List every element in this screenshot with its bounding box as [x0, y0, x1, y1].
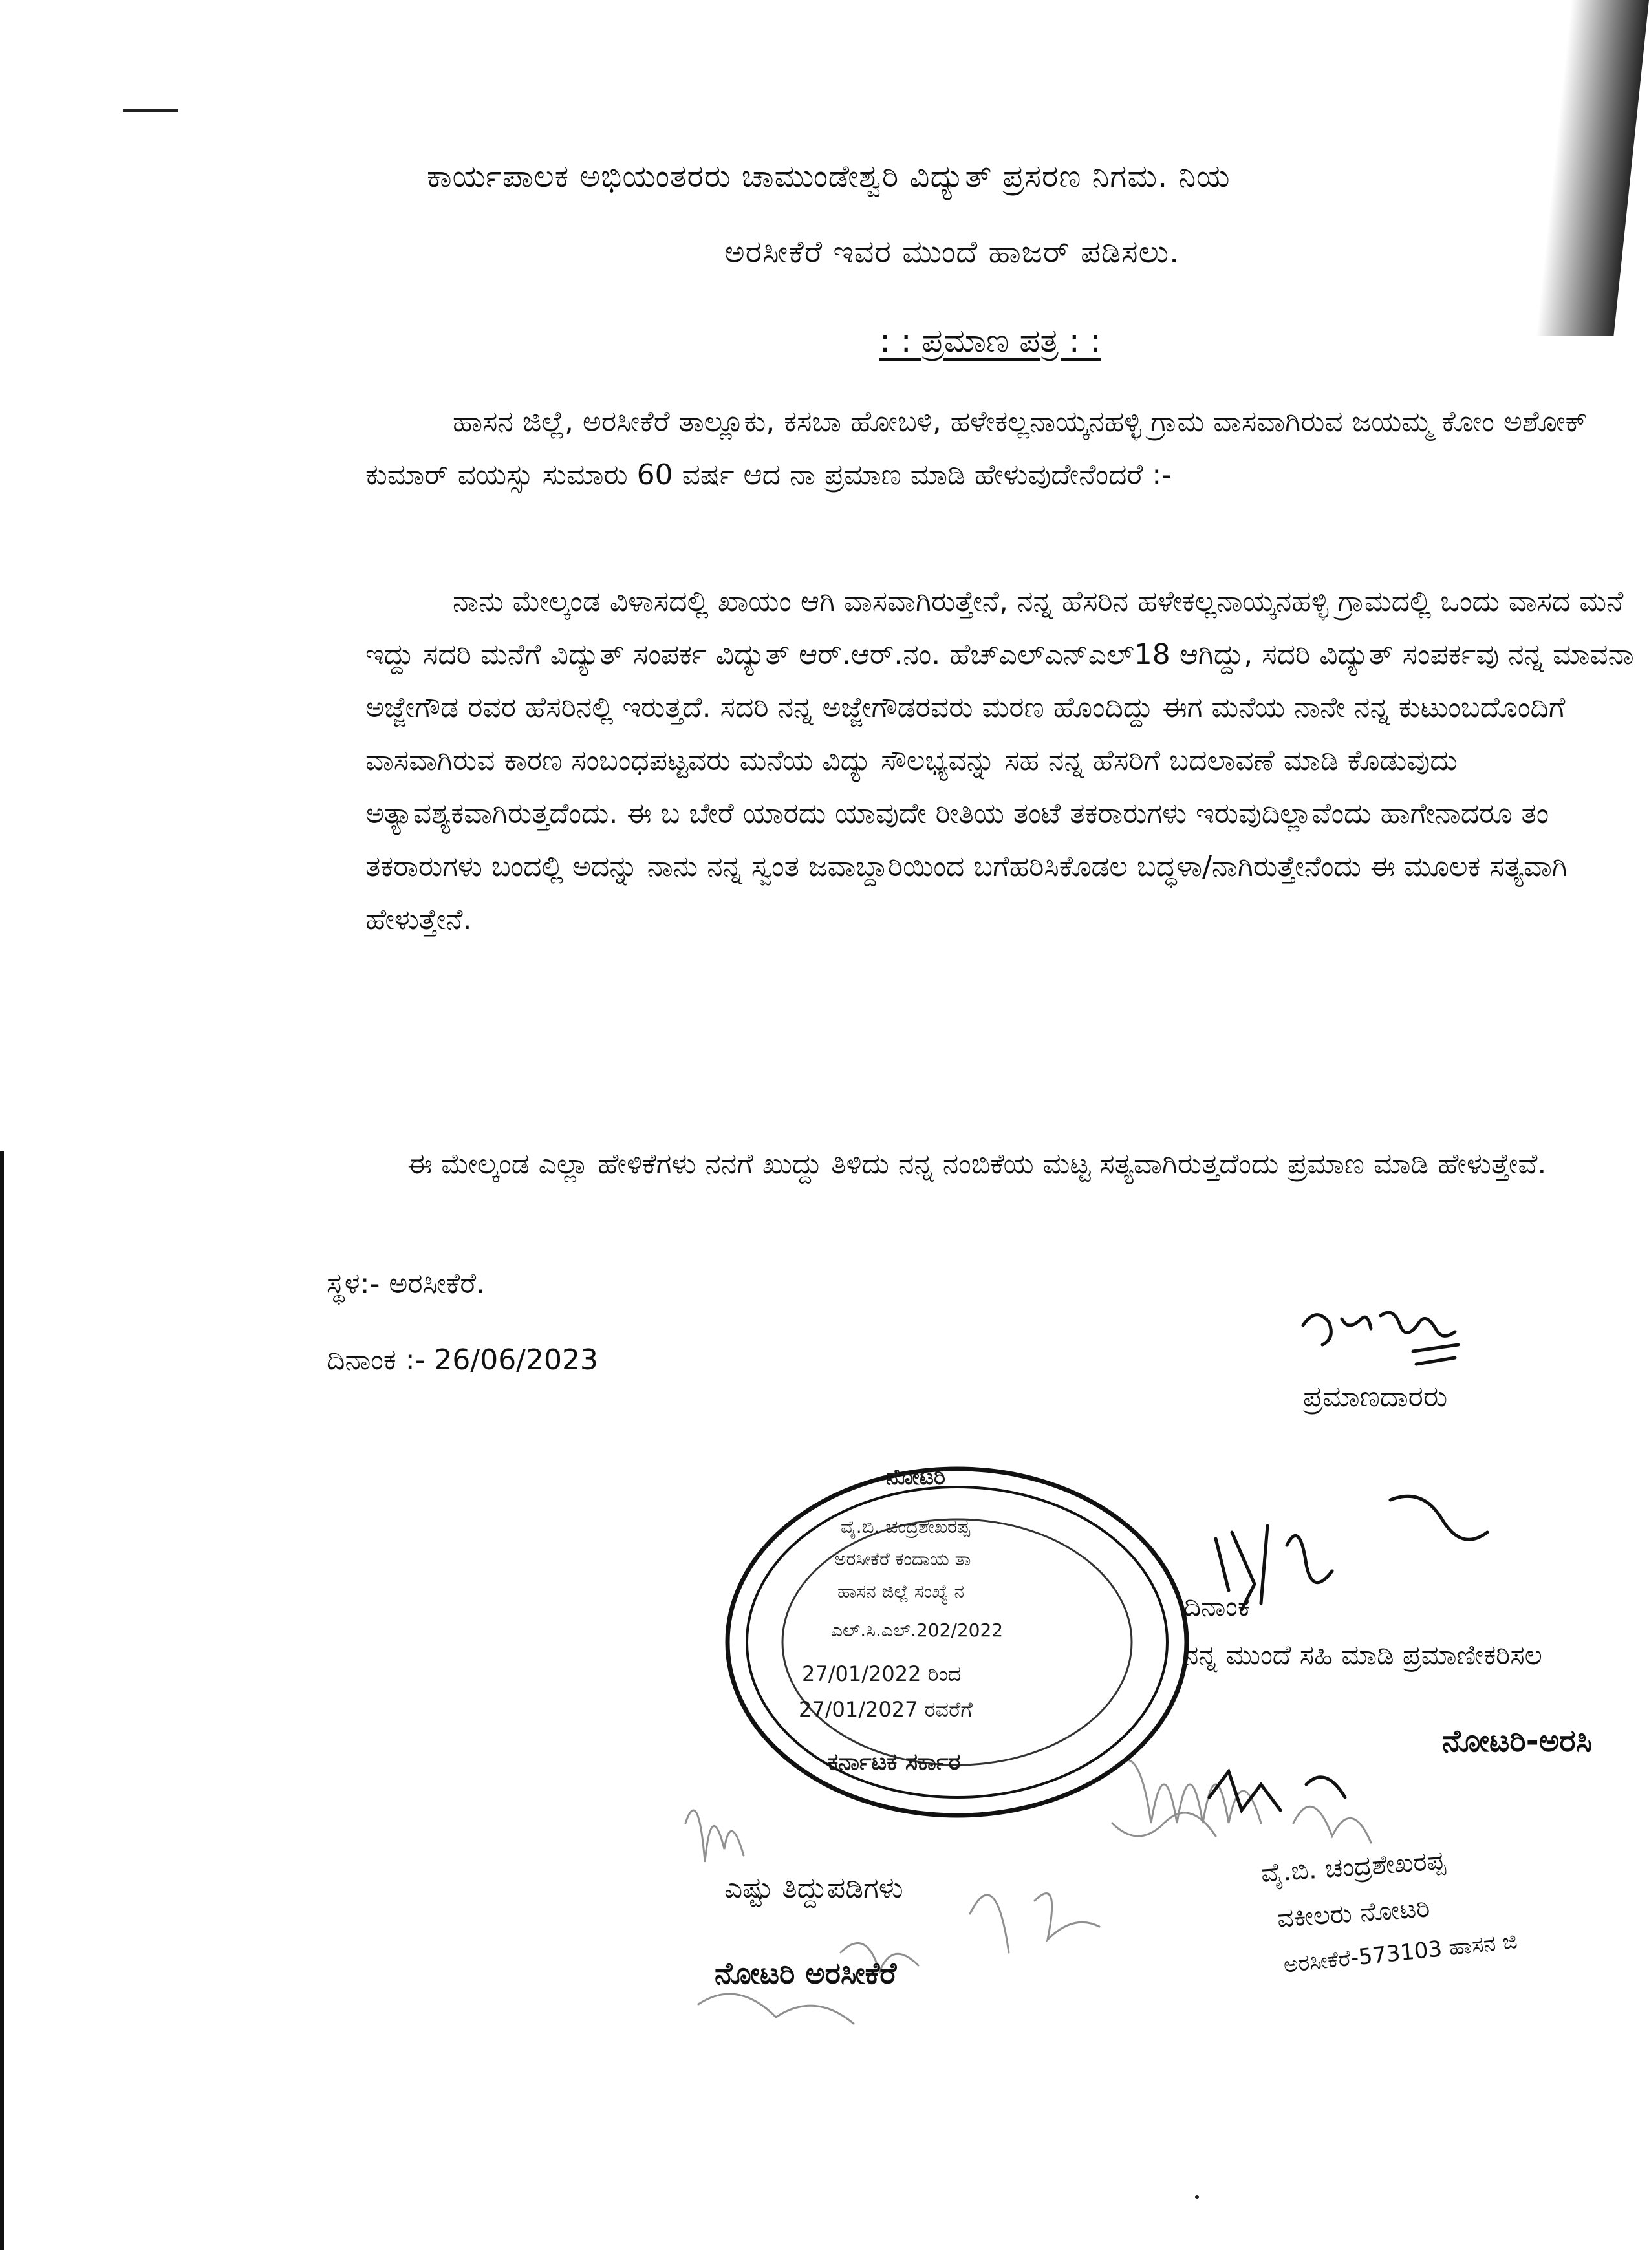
corrections-label: ಎಷ್ಟು ತಿದ್ದುಪಡಿಗಳು [724, 1872, 903, 1905]
seal-top-label: ನೋಟರಿ [886, 1464, 945, 1490]
stray-mark [1195, 2195, 1199, 2199]
document-title: : : ಪ್ರಮಾಣ ಪತ್ರ : : [879, 322, 1101, 359]
declarant-signature [1297, 1293, 1465, 1377]
paragraph-statement: ನಾನು ಮೇಲ್ಕಂಡ ವಿಳಾಸದಲ್ಲಿ ಖಾಯಂ ಆಗಿ ವಾಸವಾಗಿರುತ್ತೇನೆ, ನನ್ನ ಹೆಸರಿನ ಹಳೇಕಲ್ಲನಾಯ್ಕನಹಳ್ಳಿ ಗ್ರಾಮದಲ್ಲಿ ಒಂದು ವಾಸದ ಮನೆ ಇದ್ದು ಸದರಿ ಮನೆಗೆ ವಿದ್ಯುತ್ ಸಂಪರ್ಕ ವಿದ್ಯುತ್ ಆರ್.ಆರ್.ನಂ. ಹೆಚ್ಎಲ್ಎನ್ಎಲ್18 ಆಗಿದ್ದು, ಸದರಿ ವಿದ್ಯುತ್ ಸಂಪರ್ಕವು ನನ್ನ ಮಾವನಾ ಅಜ್ಜೇಗೌಡ ರವರ ಹೆಸರಿನಲ್ಲಿ ಇರುತ್ತದೆ. ಸದರಿ ನನ್ನ ಅಜ್ಜೇಗೌಡರವರು ಮರಣ ಹೊಂದಿದ್ದು ಈಗ ಮನೆಯ ನಾನೇ ನನ್ನ ಕುಟುಂಬದೊಂದಿಗೆ ವಾಸವಾಗಿರುವ ಕಾರಣ ಸಂಬಂಧಪಟ್ಟವರು ಮನೆಯ ವಿದ್ಯು ಸೌಲಭ್ಯವನ್ನು ಸಹ ನನ್ನ ಹೆಸರಿಗೆ ಬದಲಾವಣೆ ಮಾಡಿ ಕೊಡುವುದು ಅತ್ಯಾವಶ್ಯಕವಾಗಿರುತ್ತದೆಂದು. ಈ ಬ ಬೇರೆ ಯಾರದು ಯಾವುದೇ ರೀತಿಯ ತಂಟೆ ತಕರಾರುಗಳು ಇರುವುದಿಲ್ಲಾವೆಂದು ಹಾಗೇನಾದರೂ ತಂ ತಕರಾರುಗಳು ಬಂದಲ್ಲಿ ಅದನ್ನು ನಾನು ನನ್ನ ಸ್ವಂತ ಜವಾಬ್ದಾರಿಯಿಂದ ಬಗೆಹರಿಸಿಕೊಡಲ ಬದ್ಧಳಾ/ನಾಗಿರುತ್ತೇನೆಂದು ಈ ಮೂಲಕ ಸತ್ಯವಾಗಿ ಹೇಳುತ್ತೇನೆ. [365, 585, 1634, 936]
declarant-label: ಪ್ರಮಾಣದಾರರು [1303, 1380, 1448, 1413]
date-line: ದಿನಾಂಕ :- 26/06/2023 [327, 1343, 598, 1376]
seal-line-6: 27/01/2027 ರವರೆಗೆ [799, 1697, 973, 1722]
notary-designation: ವಕೀಲರು ನೋಟರಿ [1276, 1893, 1431, 1934]
seal-line-1: ವೈ.ಬಿ. ಚಂದ್ರಶೇಖರಪ್ಪ [841, 1516, 970, 1537]
paragraph-declarant: ಹಾಸನ ಜಿಲ್ಲೆ, ಅರಸೀಕೆರೆ ತಾಲ್ಲೂಕು, ಕಸಬಾ ಹೋಬಳಿ, ಹಳೇಕಲ್ಲನಾಯ್ಕನಹಳ್ಳಿ ಗ್ರಾಮ ವಾಸವಾಗಿರುವ ಜಯಮ್ಮ ಕೋಂ ಅಶೋಕ್ ಕುಮಾರ್ ವಯಸ್ಸು ಸುಮಾರು 60 ವರ್ಷ ಆದ ನಾ ಪ್ರಮಾಣ ಮಾಡಿ ಹೇಳುವುದೇನೆಂದರೆ :- [365, 405, 1588, 491]
notary-name: ವೈ.ಬಿ. ಚಂದ್ರಶೇಖರಪ್ಪ [1260, 1846, 1447, 1888]
notary-place: ಅರಸೀಕೆರೆ-573103 ಹಾಸನ ಜಿ [1282, 1928, 1519, 1978]
seal-line-4: ಎಲ್.ಸಿ.ಎಲ್.202/2022 [831, 1620, 1004, 1641]
notary-title: ನೋಟರಿ-ಅರಸಿ [1442, 1723, 1593, 1759]
scan-left-edge [0, 1151, 4, 2250]
recipient-address-line-1: ಕಾರ್ಯಪಾಲಕ ಅಭಿಯಂತರರು ಚಾಮುಂಡೇಶ್ವರಿ ವಿದ್ಯುತ್ ಪ್ರಸರಣ ನಿಗಮ. ನಿಯ [427, 158, 1231, 195]
scan-edge-shadow [1536, 0, 1649, 336]
recipient-address-line-2: ಅರಸೀಕೆರೆ ಇವರ ಮುಂದೆ ಹಾಜರ್ ಪಡಿಸಲು. [724, 234, 1180, 270]
seal-bottom-label: ಕರ್ನಾಟಕ ಸರ್ಕಾರ [828, 1749, 961, 1775]
seal-line-3: ಹಾಸನ ಜಿಲ್ಲೆ ಸಂಖ್ಯೆ ನ [837, 1581, 965, 1602]
seal-line-2: ಅರಸೀಕೆರೆ ಕಂದಾಯ ತಾ [834, 1548, 971, 1570]
corrections-notary: ನೋಟರಿ ಅರಸೀಕೆರೆ [715, 1956, 897, 1991]
notary-attest-statement: ನನ್ನ ಮುಂದೆ ಸಹಿ ಮಾಡಿ ಪ್ರಮಾಣೀಕರಿಸಲ [1183, 1639, 1542, 1671]
seal-line-5: 27/01/2022 ರಿಂದ [802, 1662, 962, 1686]
scan-edge-mark [123, 109, 178, 112]
notary-attest-date: ದಿನಾಂಕ [1183, 1590, 1250, 1622]
paragraph-oath: ಈ ಮೇಲ್ಕಂಡ ಎಲ್ಲಾ ಹೇಳಿಕೆಗಳು ನನಗೆ ಖುದ್ದು ತಿಳಿದು ನನ್ನ ನಂಬಿಕೆಯ ಮಟ್ಟ ಸತ್ಯವಾಗಿರುತ್ತದೆಂದು ಪ್ರಮಾಣ ಮಾಡಿ ಹೇಳುತ್ತೇವೆ. [407, 1148, 1547, 1181]
place-line: ಸ್ಥಳ:- ಅರಸೀಕೆರೆ. [327, 1267, 486, 1300]
